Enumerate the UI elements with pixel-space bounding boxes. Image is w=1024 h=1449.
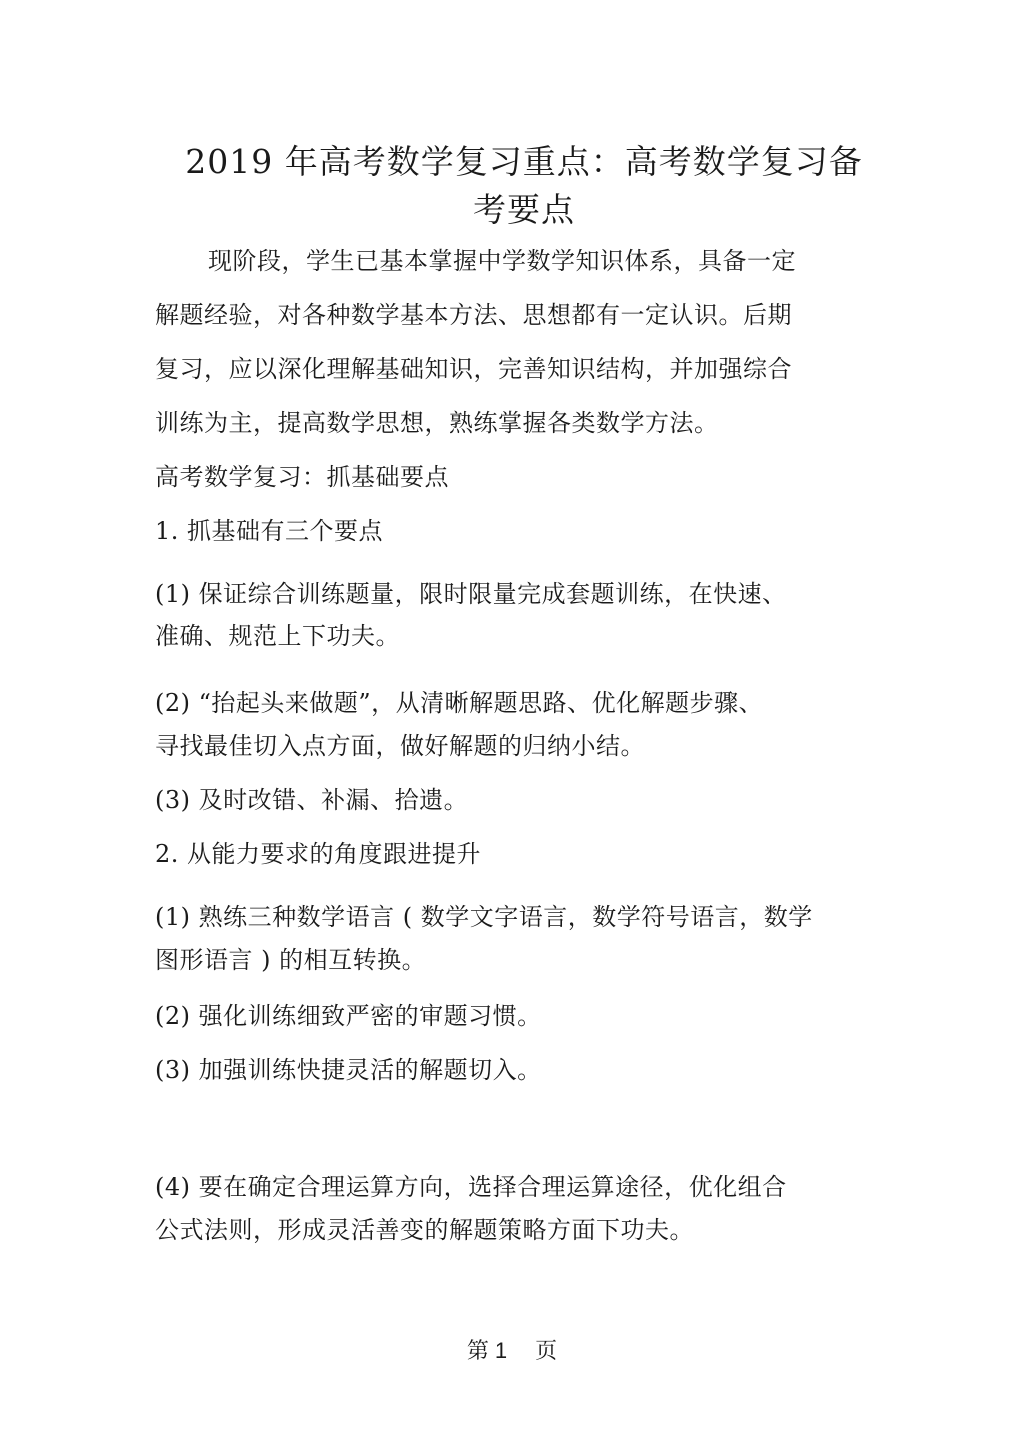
list-item-line: (4) 要在确定合理运算方向，选择合理运算途径，优化组合: [155, 1173, 787, 1201]
document-title-line-2: 考要点: [473, 190, 575, 229]
page-number: 1: [494, 1338, 508, 1363]
paragraph-line: 训练为主，提高数学思想，熟练掌握各类数学方法。: [155, 409, 719, 437]
list-item-line: (1) 熟练三种数学语言 ( 数学文字语言，数学符号语言，数学: [155, 903, 813, 931]
list-item-line: 图形语言 ) 的相互转换。: [155, 946, 427, 974]
list-item-line: (3) 及时改错、补漏、拾遗。: [155, 786, 469, 814]
item-heading-1: 1. 抓基础有三个要点: [155, 517, 384, 545]
page-footer: [0, 1336, 1024, 1367]
list-item-line: (1) 保证综合训练题量，限时限量完成套题训练，在快速、: [155, 580, 787, 608]
list-item-line: (3) 加强训练快捷灵活的解题切入。: [155, 1056, 542, 1084]
paragraph-line: 解题经验，对各种数学基本方法、思想都有一定认识。后期: [155, 301, 792, 329]
page-number-suffix: 页: [535, 1339, 558, 1364]
paragraph-line: 复习，应以深化理解基础知识，完善知识结构，并加强综合: [155, 355, 792, 383]
list-item-line: (2) “抬起头来做题”，从清晰解题思路、优化解题步骤、: [155, 689, 764, 717]
section-heading: 高考数学复习：抓基础要点: [155, 463, 449, 491]
item-heading-2: 2. 从能力要求的角度跟进提升: [155, 840, 482, 868]
list-item-line: 准确、规范上下功夫。: [155, 622, 400, 650]
list-item-line: 寻找最佳切入点方面，做好解题的归纳小结。: [155, 732, 645, 760]
paragraph-line: 现阶段，学生已基本掌握中学数学知识体系，具备一定: [208, 247, 796, 275]
document-title-line-1: 2019 年高考数学复习重点：高考数学复习备: [185, 142, 863, 181]
page-number-prefix: 第: [466, 1339, 489, 1364]
list-item-line: 公式法则，形成灵活善变的解题策略方面下功夫。: [155, 1216, 694, 1244]
list-item-line: (2) 强化训练细致严密的审题习惯。: [155, 1002, 542, 1030]
